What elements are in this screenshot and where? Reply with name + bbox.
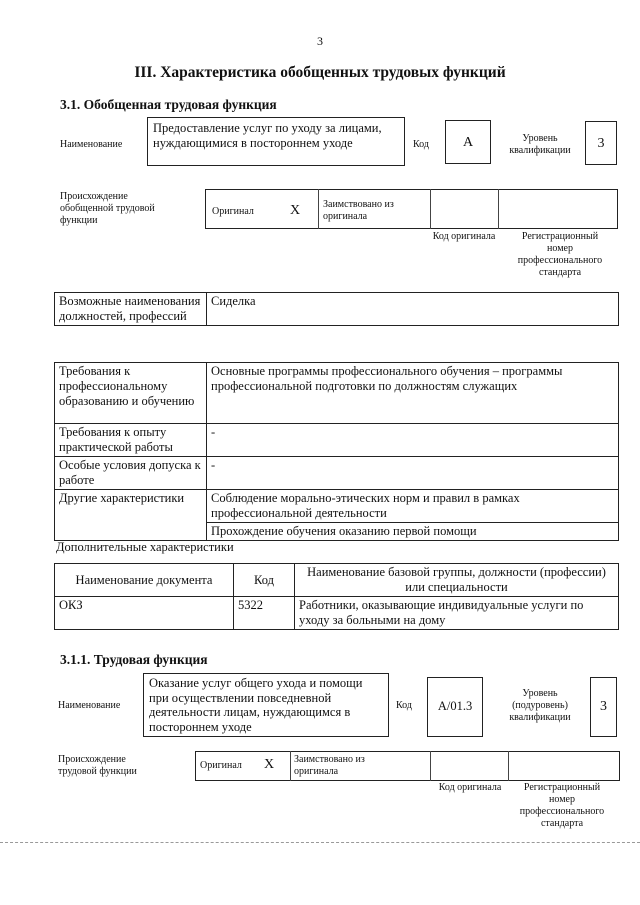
tf-reg-number-label: Регистрационный номер профессионального стандарта — [519, 782, 605, 829]
tf-name-value: Оказание услуг общего ухода и помощи при осуществлении повседневной деятельности лицам, нуждающимся в постороннем уходе — [149, 676, 363, 734]
gtf-name-label: Наименование — [60, 139, 123, 150]
gtf-code-value: A — [462, 135, 474, 150]
row-doc: ОКЗ — [55, 597, 234, 630]
gtf-borrowed-label: Заимствовано из оригинала — [323, 199, 394, 222]
gtf-code-box — [445, 120, 491, 164]
subsection-title: 3.1. Обобщенная трудовая функция — [60, 97, 277, 112]
experience-label: Требования к опыту практической работы — [55, 424, 207, 457]
tf-name-box — [143, 673, 389, 737]
col-group: Наименование базовой группы, должности (профессии) или специальности — [295, 564, 619, 597]
education-value: Основные программы профессионального обучения – программы профессиональной подготовки по должностям служащих — [207, 363, 619, 424]
gtf-level-box — [585, 121, 617, 165]
other-value-2: Прохождение обучения оказанию первой помощи — [207, 523, 619, 541]
experience-value: - — [207, 424, 619, 457]
tf-level-value: 3 — [600, 699, 607, 714]
tf-original-label: Оригинал — [200, 760, 242, 771]
gtf-level-label: Уровень квалификации — [509, 133, 571, 156]
page-bottom-line — [0, 842, 640, 843]
conditions-label: Особые условия допуска к работе — [55, 457, 207, 490]
tf-title: 3.1.1. Трудовая функция — [60, 652, 208, 667]
additional-table — [54, 563, 619, 630]
education-label: Требования к профессиональному образованию и обучению — [55, 363, 207, 424]
gtf-reg-number-label: Регистрационный номер профессионального стандарта — [517, 231, 603, 278]
gtf-name-value: Предоставление услуг по уходу за лицами, нуждающимися в постороннем уходе — [153, 121, 382, 150]
tf-code-box — [427, 677, 483, 737]
col-code: Код — [234, 564, 295, 597]
gtf-origin-label: Происхождение обобщенной трудовой функции — [60, 191, 155, 226]
row-code: 5322 — [234, 597, 295, 630]
tf-original-mark: X — [264, 757, 275, 772]
tf-level-box — [590, 677, 617, 737]
col-doc: Наименование документа — [55, 564, 234, 597]
tf-code-value: A/01.3 — [437, 699, 473, 713]
gtf-original-label: Оригинал — [212, 206, 254, 217]
gtf-name-box — [147, 117, 405, 166]
gtf-orig-code-label: Код оригинала — [432, 231, 496, 242]
requirements-table — [54, 362, 619, 541]
page-number: 3 — [317, 34, 323, 48]
tf-code-label: Код — [396, 700, 412, 711]
tf-level-label: Уровень (подуровень) квалификации — [509, 688, 571, 723]
other-value-1: Соблюдение морально-этических норм и правил в рамках профессиональной деятельности — [207, 490, 619, 523]
positions-table — [54, 292, 619, 326]
gtf-code-label: Код — [413, 139, 429, 150]
section-title: III. Характеристика обобщенных трудовых функций — [134, 64, 506, 81]
positions-value: Сиделка — [207, 293, 619, 326]
tf-borrowed-label: Заимствовано из оригинала — [294, 754, 365, 777]
tf-orig-code-label: Код оригинала — [438, 782, 502, 793]
gtf-original-mark: X — [290, 203, 301, 218]
additional-title: Дополнительные характеристики — [56, 540, 234, 554]
gtf-level-value: 3 — [597, 136, 605, 151]
tf-name-label: Наименование — [58, 700, 121, 711]
conditions-value: - — [207, 457, 619, 490]
positions-label: Возможные наименования должностей, профессий — [55, 293, 207, 326]
tf-origin-label: Происхождение трудовой функции — [58, 754, 137, 777]
other-label: Другие характеристики — [55, 490, 207, 541]
row-group: Работники, оказывающие индивидуальные услуги по уходу за больными на дому — [295, 597, 619, 630]
tf-origin-table — [195, 751, 620, 781]
